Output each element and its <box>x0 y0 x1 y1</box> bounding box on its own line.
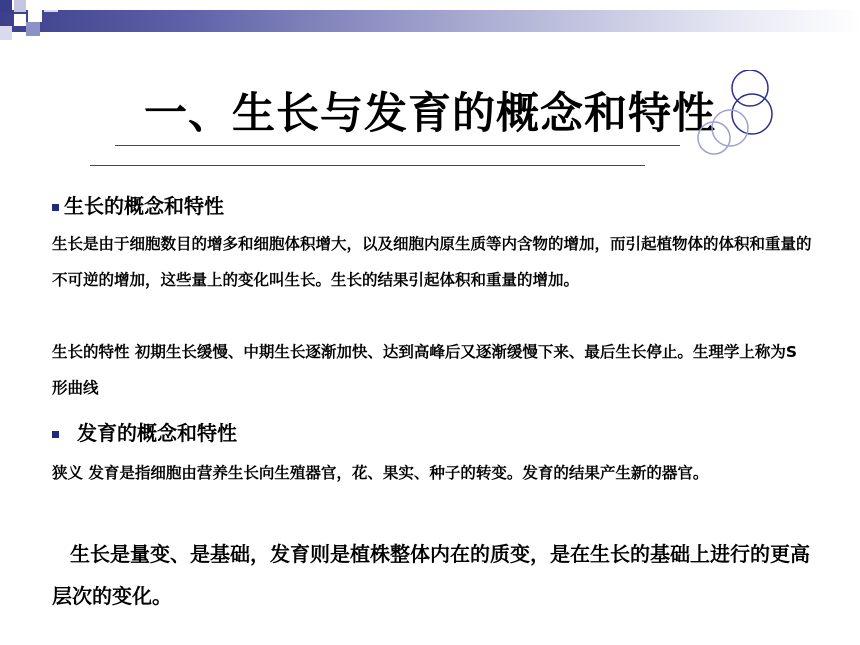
decor-square <box>26 22 40 36</box>
paragraph-growth-concept: 生长是由于细胞数目的增多和细胞体积增大，以及细胞内原生质等内含物的增加，而引起植物体的体积和重量的不可逆的增加，这些量上的变化叫生长。生长的结果引起体积和重量的增加。 <box>52 235 812 289</box>
decor-square <box>14 14 26 26</box>
paragraph-development-concept: 狭义 发育是指细胞由营养生长向生殖器官，花、果实、种子的转变。发育的结果产生新的器官。 <box>52 464 709 482</box>
decor-square <box>0 0 12 12</box>
decor-circle <box>732 94 772 134</box>
decor-square <box>44 0 58 12</box>
title-underline <box>115 145 680 146</box>
decor-square <box>14 0 26 12</box>
decor-square <box>28 10 42 22</box>
conclusion-text: 生长是量变、是基础，发育则是植株整体内在的质变，是在生长的基础上进行的更高层次的变化。 <box>52 542 810 608</box>
square-bullet-icon <box>52 204 59 211</box>
section-heading-development: 发育的概念和特性 <box>52 420 237 446</box>
square-bullet-icon <box>52 431 59 438</box>
decor-square <box>0 26 12 40</box>
section-heading-growth: 生长的概念和特性 <box>52 193 224 219</box>
title-underline-secondary <box>90 165 645 166</box>
paragraph-growth-traits: 生长的特性 初期生长缓慢、中期生长逐渐加快、达到高峰后又逐渐缓慢下来、最后生长停止。生理学上称为S形曲线 <box>52 343 798 397</box>
top-decorative-band <box>0 10 860 32</box>
decor-circle <box>698 122 730 154</box>
slide-title: 一、生长与发育的概念和特性 <box>144 89 716 139</box>
decorative-circles <box>690 70 790 170</box>
